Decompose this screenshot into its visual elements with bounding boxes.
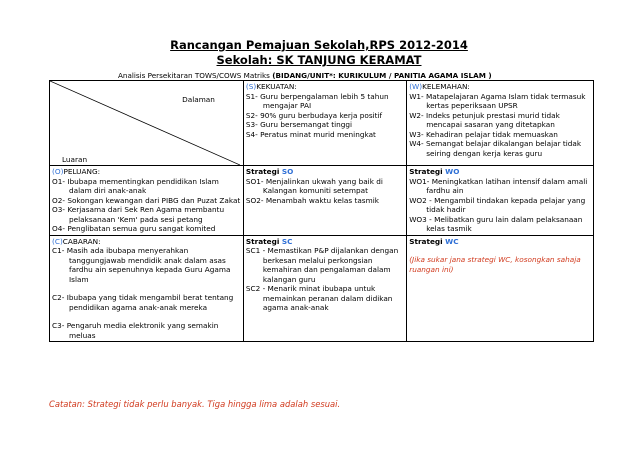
so-item: SO2- Menambah waktu kelas tasmik <box>245 195 379 205</box>
wc-prefix: Strategi <box>409 236 446 246</box>
weaknesses-letter: (W) <box>409 82 423 91</box>
subtitle-prefix: Analisis Persekitaran TOWS/COWS Matriks <box>118 71 273 80</box>
wc-strategy-cell <box>407 235 594 342</box>
wo-strategy-cell <box>407 166 594 236</box>
weakness-item: W4- Semangat belajar dikalangan belajar tidak seiring dengan kerja keras guru <box>409 139 582 158</box>
threat-item: C3- Pengaruh media elektronik yang semakin meluas <box>52 321 219 340</box>
opportunity-item: O3- Kerjasama dari Sek Ren Agama membantu pelaksanaan 'Kem' pada sesi petang <box>52 205 225 224</box>
threat-item: C2- Ibubapa yang tidak mengambil berat tentang pendidikan agama anak-anak mereka <box>52 293 234 312</box>
strength-item: S3- Guru bersemangat tinggi <box>245 120 353 129</box>
diagonal-divider <box>50 81 240 165</box>
weakness-item: W2- Indeks petunjuk prestasi murid tidak mencapai sasaran yang ditetapkan <box>409 110 560 129</box>
wo-prefix: Strategi <box>409 167 446 176</box>
strengths-label: KEKUATAN: <box>256 82 297 91</box>
strength-item: S1- Guru berpengalaman lebih 5 tahun mengajar PAI <box>245 91 389 110</box>
threat-item: C1- Masih ada ibubapa menyerahkan tanggungjawab mendidik anak dalam asas fardhu ain sepenuhnya kepada Guru Agama Islam <box>52 246 231 284</box>
strength-item: S4- Peratus minat murid meningkat <box>245 129 376 139</box>
wo-code: WO <box>445 167 460 176</box>
opportunities-label: PELUANG: <box>63 167 101 176</box>
wo-item: WO3 - Melibatkan guru lain dalam pelaksanaan kelas tasmik <box>409 214 583 233</box>
opportunity-item: O1- Ibubapa mementingkan pendidikan Islam dalam diri anak-anak <box>52 176 219 195</box>
subtitle-unit: (BIDANG/UNIT*: KURIKULUM / PANITIA AGAMA ISLAM ) <box>272 71 492 80</box>
sc-item: SC2 - Menarik minat ibubapa untuk memainkan peranan dalam didikan agama anak-anak <box>245 284 393 312</box>
corner-cell <box>50 81 244 166</box>
strengths-cell <box>243 81 406 166</box>
opportunities-letter: (O) <box>52 167 64 176</box>
wo-item: WO1- Meningkatkan latihan intensif dalam amali fardhu ain <box>409 176 588 195</box>
sc-code: SC <box>281 236 293 246</box>
so-prefix: Strategi <box>245 167 282 176</box>
sc-prefix: Strategi <box>245 236 282 246</box>
threats-label: CABARAN: <box>62 236 101 246</box>
dalaman-label: Dalaman <box>182 95 215 104</box>
wc-hint: (Jika sukar jana strategi WC, kosongkan sahaja ruangan ini) <box>409 255 581 274</box>
so-code: SO <box>281 167 294 176</box>
sc-strategy-cell <box>243 235 406 342</box>
luaran-label: Luaran <box>62 154 88 164</box>
school-name: Sekolah: SK TANJUNG KERAMAT <box>216 53 422 67</box>
footnote: Catatan: Strategi tidak perlu banyak. Tiga hingga lima adalah sesuai. <box>49 399 341 409</box>
opportunities-cell <box>50 166 244 236</box>
threats-letter: (C) <box>52 236 63 246</box>
matrix-subtitle <box>118 71 492 80</box>
weaknesses-cell <box>407 81 594 166</box>
wc-code: WC <box>445 236 459 246</box>
weaknesses-label: KELEMAHAN: <box>422 82 470 91</box>
threats-cell <box>50 235 244 342</box>
weakness-item: W1- Matapelajaran Agama Islam tidak termasuk kertas peperiksaan UPSR <box>409 91 586 110</box>
strength-item: S2- 90% guru berbudaya kerja positif <box>245 110 383 120</box>
strengths-letter: (S) <box>245 82 257 91</box>
opportunity-item: O2- Sokongan kewangan dari PIBG dan Puzat Zakat <box>52 195 241 205</box>
so-item: SO1- Menjalinkan ukwah yang baik di Kalangan komuniti setempat <box>245 176 383 195</box>
so-strategy-cell <box>243 166 406 236</box>
page-title: Rancangan Pemajuan Sekolah,RPS 2012-2014 <box>170 38 468 52</box>
sc-item: SC1 - Memastikan P&P dijalankan dengan berkesan melalui perkongsian kemahiran dan pengalaman dalam kalangan guru <box>245 246 399 284</box>
wo-item: WO2 - Mengambil tindakan kepada pelajar yang tidak hadir <box>409 195 586 214</box>
tows-matrix <box>49 80 594 342</box>
weakness-item: W3- Kehadiran pelajar tidak memuaskan <box>409 129 558 139</box>
opportunity-item: O4- Penglibatan semua guru sangat komited <box>52 224 216 233</box>
